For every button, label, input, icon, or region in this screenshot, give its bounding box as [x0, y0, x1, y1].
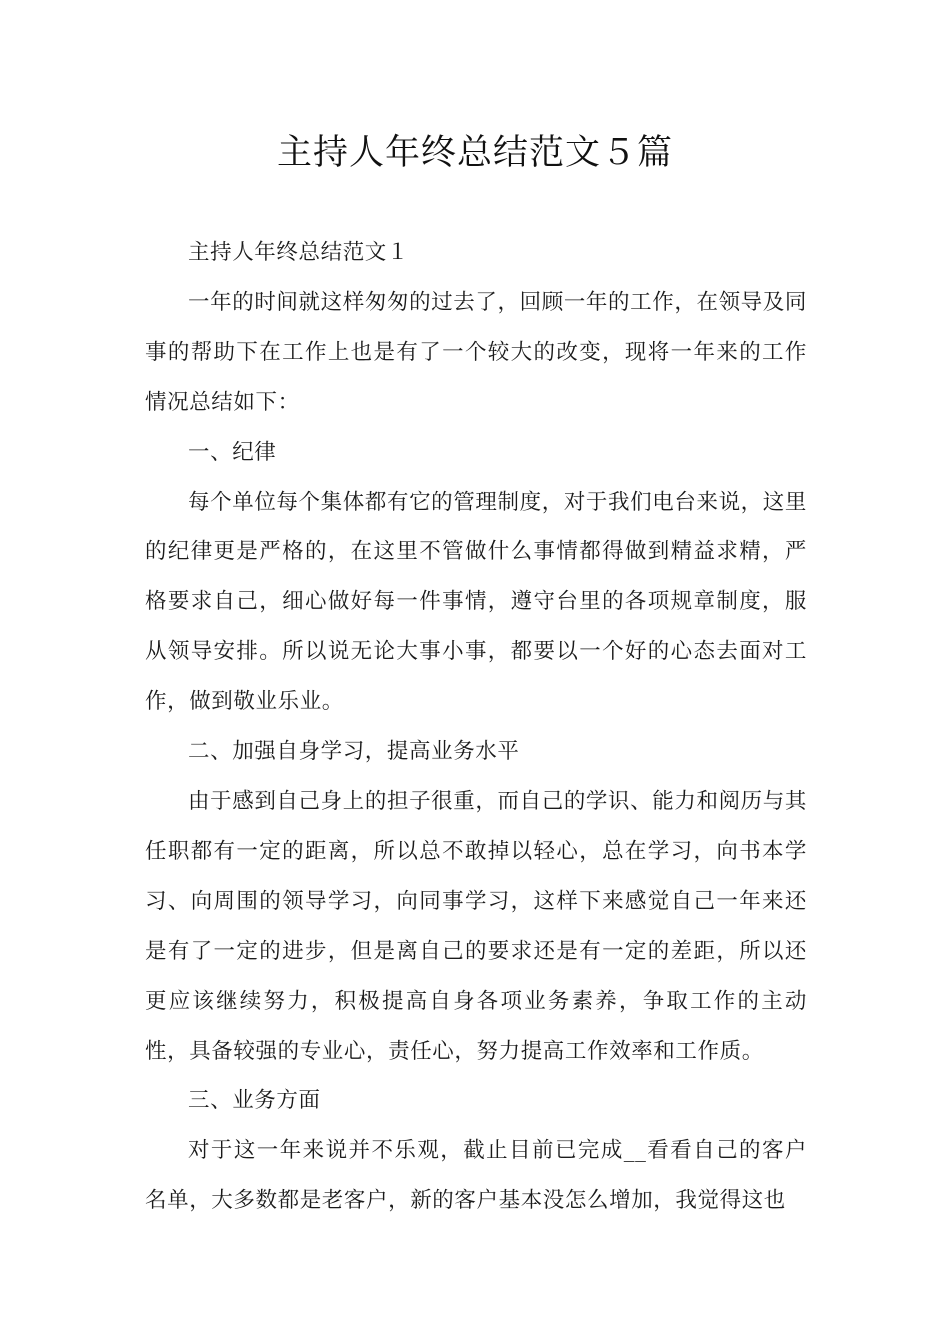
document-body — [145, 228, 807, 1226]
section-heading: 一、纪律 — [188, 439, 277, 465]
paragraph: 由于感到自己身上的担子很重，而自己的学识、能力和阅历与其任职都有一定的距离，所以总不敢掉以轻心，总在学习，向书本学习、向周围的领导学习，向同事学习，这样下来感觉自己一年来还是有了一定的进步，但是离自己的要求还是有一定的差距，所以还更应该继续努力，积极提高自身各项业务素养，争取工作的主动性，具备较强的专业心，责任心，努力提高工作效率和工作质。 — [145, 788, 807, 1064]
section-heading: 主持人年终总结范文１ — [188, 240, 410, 265]
paragraph: 一年的时间就这样匆匆的过去了，回顾一年的工作，在领导及同事的帮助下在工作上也是有了一个较大的改变，现将一年来的工作情况总结如下： — [145, 289, 807, 415]
section-heading: 二、加强自身学习，提高业务水平 — [188, 739, 520, 765]
section-heading: 三、业务方面 — [188, 1088, 321, 1114]
document-title: 主持人年终总结范文５篇 — [276, 133, 673, 173]
paragraph: 每个单位每个集体都有它的管理制度，对于我们电台来说，这里的纪律更是严格的，在这里不管做什么事情都得做到精益求精，严格要求自己，细心做好每一件事情，遵守台里的各项规章制度，服从领导安排。所以说无论大事小事，都要以一个好的心态去面对工作，做到敬业乐业。 — [145, 489, 807, 715]
paragraph: 对于这一年来说并不乐观，截止目前已完成__看看自己的客户名单，大多数都是老客户，新的客户基本没怎么增加，我觉得这也 — [145, 1138, 807, 1214]
